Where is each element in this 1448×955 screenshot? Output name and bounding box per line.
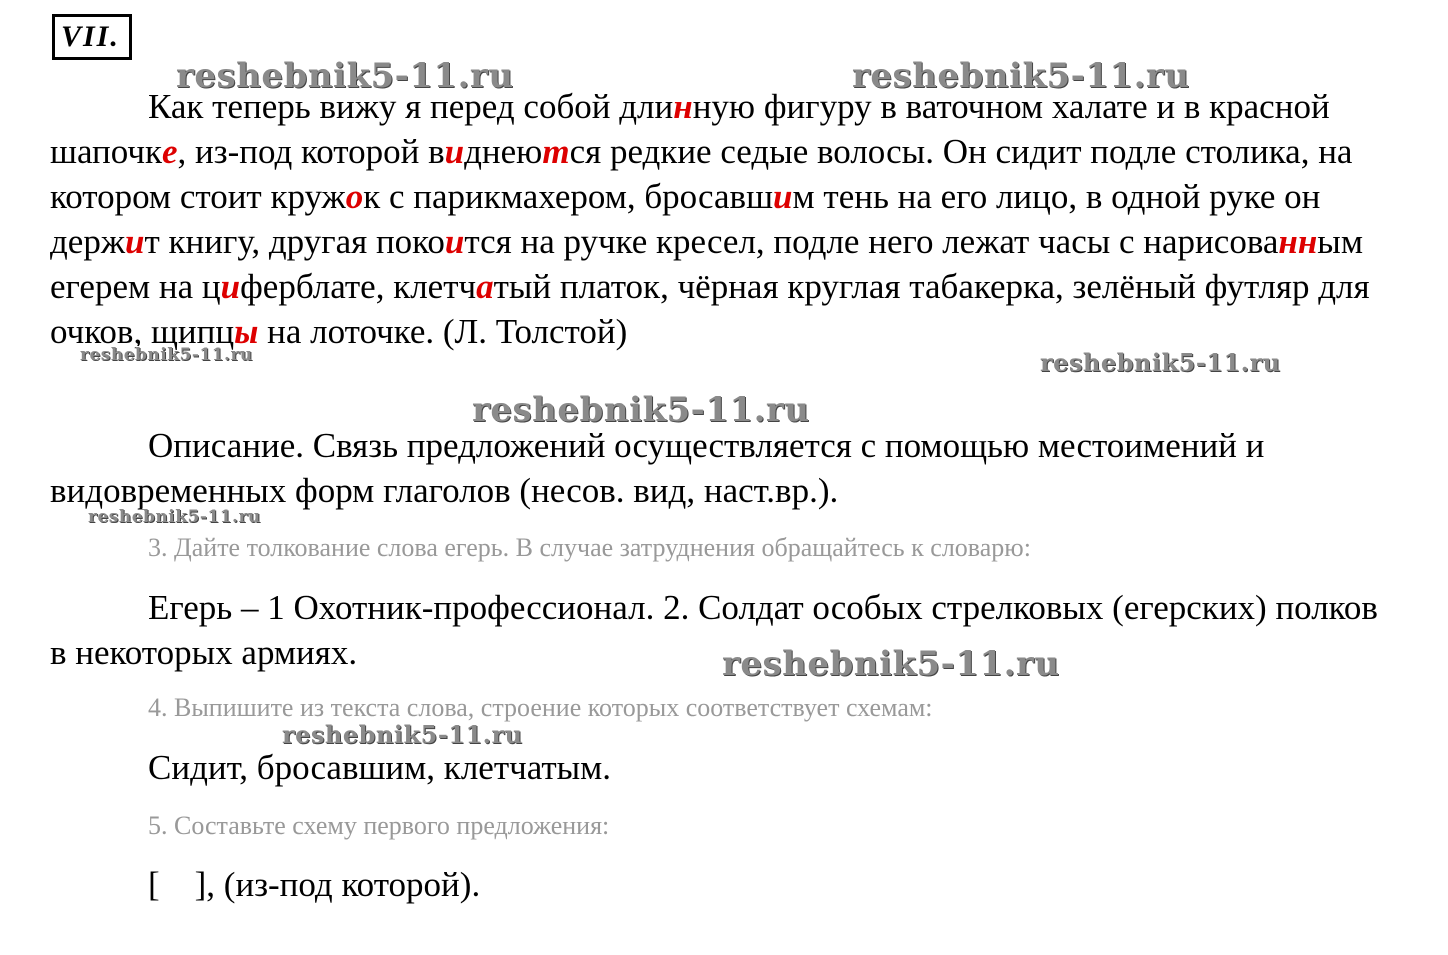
highlighted-letter: е bbox=[161, 132, 178, 171]
watermark: reshebnik5-11.ru bbox=[80, 345, 253, 365]
watermark: reshebnik5-11.ru bbox=[472, 390, 810, 430]
text-segment: ся редкие седые волосы. Он сидит подле столика, на котором стоит круж bbox=[50, 132, 1353, 216]
watermark: reshebnik5-11.ru bbox=[282, 720, 523, 749]
main-paragraph bbox=[50, 84, 1390, 354]
highlighted-letter: и bbox=[773, 177, 793, 216]
highlighted-letter: и bbox=[444, 222, 465, 261]
description-paragraph: Описание. Связь предложений осуществляется с помощью местоимений и видовременных форм глаголов (несов. вид, наст.вр.). bbox=[50, 426, 1265, 510]
highlighted-letter: и bbox=[220, 267, 241, 306]
answer-4: Сидит, бросавшим, клетчатым. bbox=[148, 748, 612, 787]
watermark: reshebnik5-11.ru bbox=[176, 56, 514, 96]
highlighted-letter: и bbox=[125, 222, 145, 261]
text-segment: на лоточке. (Л. Толстой) bbox=[258, 312, 628, 351]
highlighted-letter: ы bbox=[234, 312, 259, 351]
watermark: reshebnik5-11.ru bbox=[1040, 348, 1281, 377]
highlighted-letter: о bbox=[345, 177, 364, 216]
question-3: 3. Дайте толкование слова егерь. В случае затруднения обращайтесь к словарю: bbox=[148, 533, 1031, 562]
text-segment: Как теперь вижу я перед собой дли bbox=[148, 87, 674, 126]
text-segment: к с парикмахером, бросавш bbox=[363, 177, 774, 216]
watermark: reshebnik5-11.ru bbox=[722, 644, 1060, 684]
text-segment: ым егерем на ц bbox=[50, 222, 1363, 306]
text-segment: днею bbox=[464, 132, 543, 171]
text-segment: тый платок, чёрная круглая табакерка, зелёный футляр для очков, щипц bbox=[50, 267, 1370, 351]
highlighted-letter: т bbox=[542, 132, 570, 171]
highlighted-letter: нн bbox=[1278, 222, 1318, 261]
text-segment: м тень на его лицо, в одной руке он держ bbox=[50, 177, 1321, 261]
highlighted-letter: и bbox=[444, 132, 465, 171]
highlighted-letter: н bbox=[673, 87, 693, 126]
text-segment: т книгу, другая поко bbox=[144, 222, 445, 261]
question-4: 4. Выпишите из текста слова, строение которых соответствует схемам: bbox=[148, 693, 933, 722]
watermark: reshebnik5-11.ru bbox=[88, 507, 261, 527]
highlighted-letter: а bbox=[476, 267, 494, 306]
section-badge: VII. bbox=[52, 14, 132, 60]
answer-3: Егерь – 1 Охотник-профессионал. 2. Солдат особых стрелковых (егерских) полков в некоторых армиях. bbox=[50, 588, 1378, 672]
answer-5: [ ], (из-под которой). bbox=[148, 865, 481, 904]
text-segment: , из-под которой в bbox=[177, 132, 445, 171]
question-5: 5. Составьте схему первого предложения: bbox=[148, 811, 610, 840]
text-segment: ную фигуру в ваточном халате и в красной шапочк bbox=[50, 87, 1330, 171]
text-segment: ферблате, клетч bbox=[240, 267, 477, 306]
watermark: reshebnik5-11.ru bbox=[852, 56, 1190, 96]
text-segment: тся на ручке кресел, подле него лежат часы с нарисова bbox=[464, 222, 1279, 261]
